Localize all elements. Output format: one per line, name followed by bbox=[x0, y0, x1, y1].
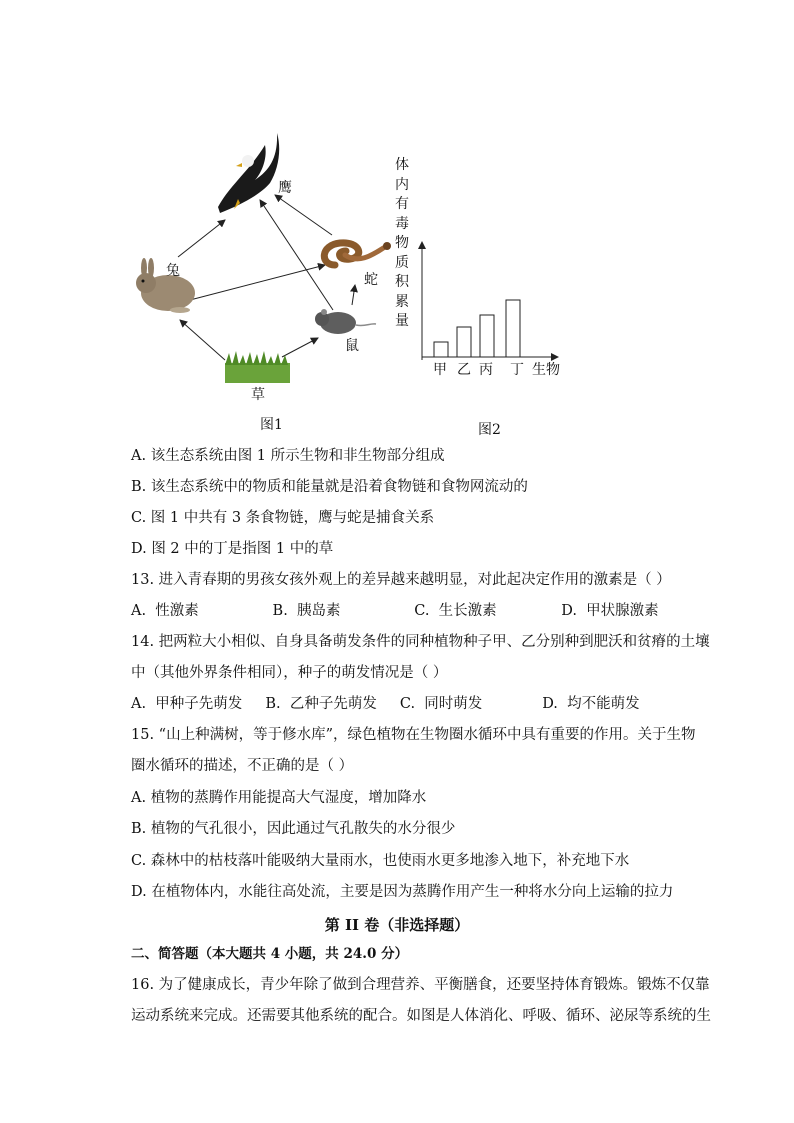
label-grass: 草 bbox=[251, 387, 265, 403]
question-13: 13. 进入青春期的男孩女孩外观上的差异越来越明显，对此起决定作用的激素是（ ） bbox=[131, 572, 671, 588]
x-tick-bing: 丙 bbox=[479, 362, 493, 378]
bar-乙 bbox=[457, 327, 471, 357]
question-16-line2: 运动系统来完成。还需要其他系统的配合。如图是人体消化、呼吸、循环、泌尿等系统的生 bbox=[131, 1008, 711, 1024]
x-tick-jia: 甲 bbox=[433, 362, 447, 378]
option-15b: B. 植物的气孔很小，因此通过气孔散失的水分很少 bbox=[131, 821, 456, 837]
bar-chart-plot bbox=[390, 150, 590, 390]
figure1-caption: 图1 bbox=[260, 417, 283, 433]
question-16-line1: 16. 为了健康成长，青少年除了做到合理营养、平衡膳食，还要坚持体育锻炼。锻炼不仅靠 bbox=[131, 977, 710, 993]
question-14-line1: 14. 把两粒大小相似、自身具备萌发条件的同种植物种子甲、乙分别种到肥沃和贫瘠的土壤 bbox=[131, 634, 710, 650]
arrow-grass-mouse bbox=[282, 338, 318, 357]
chart-ylabel: 体内有毒物质积累量 bbox=[395, 157, 409, 329]
label-mouse: 鼠 bbox=[345, 338, 359, 354]
question-15-line2: 圈水循环的描述，不正确的是（ ） bbox=[131, 758, 354, 774]
option-15a: A. 植物的蒸腾作用能提高大气湿度，增加降水 bbox=[131, 790, 427, 806]
option-15d: D. 在植物体内，水能往高处流，主要是因为蒸腾作用产生一种将水分向上运输的拉力 bbox=[131, 884, 674, 900]
grass-picture bbox=[225, 351, 290, 383]
bar-甲 bbox=[434, 342, 448, 357]
question-14-line2: 中（其他外界条件相同），种子的萌发情况是（ ） bbox=[131, 665, 448, 681]
arrow-snake-eagle bbox=[275, 195, 332, 235]
arrow-grass-rabbit bbox=[180, 320, 225, 360]
arrow-rabbit-eagle bbox=[178, 220, 225, 257]
x-tick-yi: 乙 bbox=[457, 362, 471, 378]
figure2-caption: 图2 bbox=[478, 422, 501, 438]
toxin-bar-chart bbox=[390, 150, 590, 440]
chart-xlabel: 生物 bbox=[532, 362, 560, 378]
question-15-line1: 15. “山上种满树，等于修水库”，绿色植物在生物圈水循环中具有重要的作用。关于生物 bbox=[131, 727, 696, 743]
label-snake: 蛇 bbox=[364, 272, 378, 288]
option-12a: A. 该生态系统由图 1 所示生物和非生物部分组成 bbox=[131, 448, 445, 464]
snake-picture bbox=[324, 242, 391, 265]
food-web-diagram bbox=[120, 125, 410, 415]
bar-丁 bbox=[506, 300, 520, 357]
option-12c: C. 图 1 中共有 3 条食物链，鹰与蛇是捕食关系 bbox=[131, 510, 435, 526]
arrow-mouse-snake bbox=[352, 285, 355, 305]
bar-丙 bbox=[480, 315, 494, 357]
label-eagle: 鹰 bbox=[278, 180, 292, 196]
section-heading: 二、简答题（本大题共 4 小题，共 24.0 分） bbox=[131, 946, 409, 962]
section-title: 第 II 卷（非选择题） bbox=[324, 916, 470, 934]
food-web-figure bbox=[120, 125, 410, 435]
option-15c: C. 森林中的枯枝落叶能吸纳大量雨水，也使雨水更多地渗入地下，补充地下水 bbox=[131, 853, 630, 869]
mouse-picture bbox=[315, 309, 376, 334]
eagle-picture bbox=[218, 133, 279, 213]
arrow-rabbit-snake bbox=[190, 265, 325, 300]
option-12d: D. 图 2 中的丁是指图 1 中的草 bbox=[131, 541, 334, 557]
options-14: A. 甲种子先萌发 B. 乙种子先萌发 C. 同时萌发 D. 均不能萌发 bbox=[131, 696, 640, 712]
options-13: A. 性激素 B. 胰岛素 C. 生长激素 D. 甲状腺激素 bbox=[131, 603, 659, 619]
option-12b: B. 该生态系统中的物质和能量就是沿着食物链和食物网流动的 bbox=[131, 479, 528, 495]
x-tick-ding: 丁 bbox=[510, 362, 524, 378]
label-rabbit: 兔 bbox=[166, 263, 180, 279]
